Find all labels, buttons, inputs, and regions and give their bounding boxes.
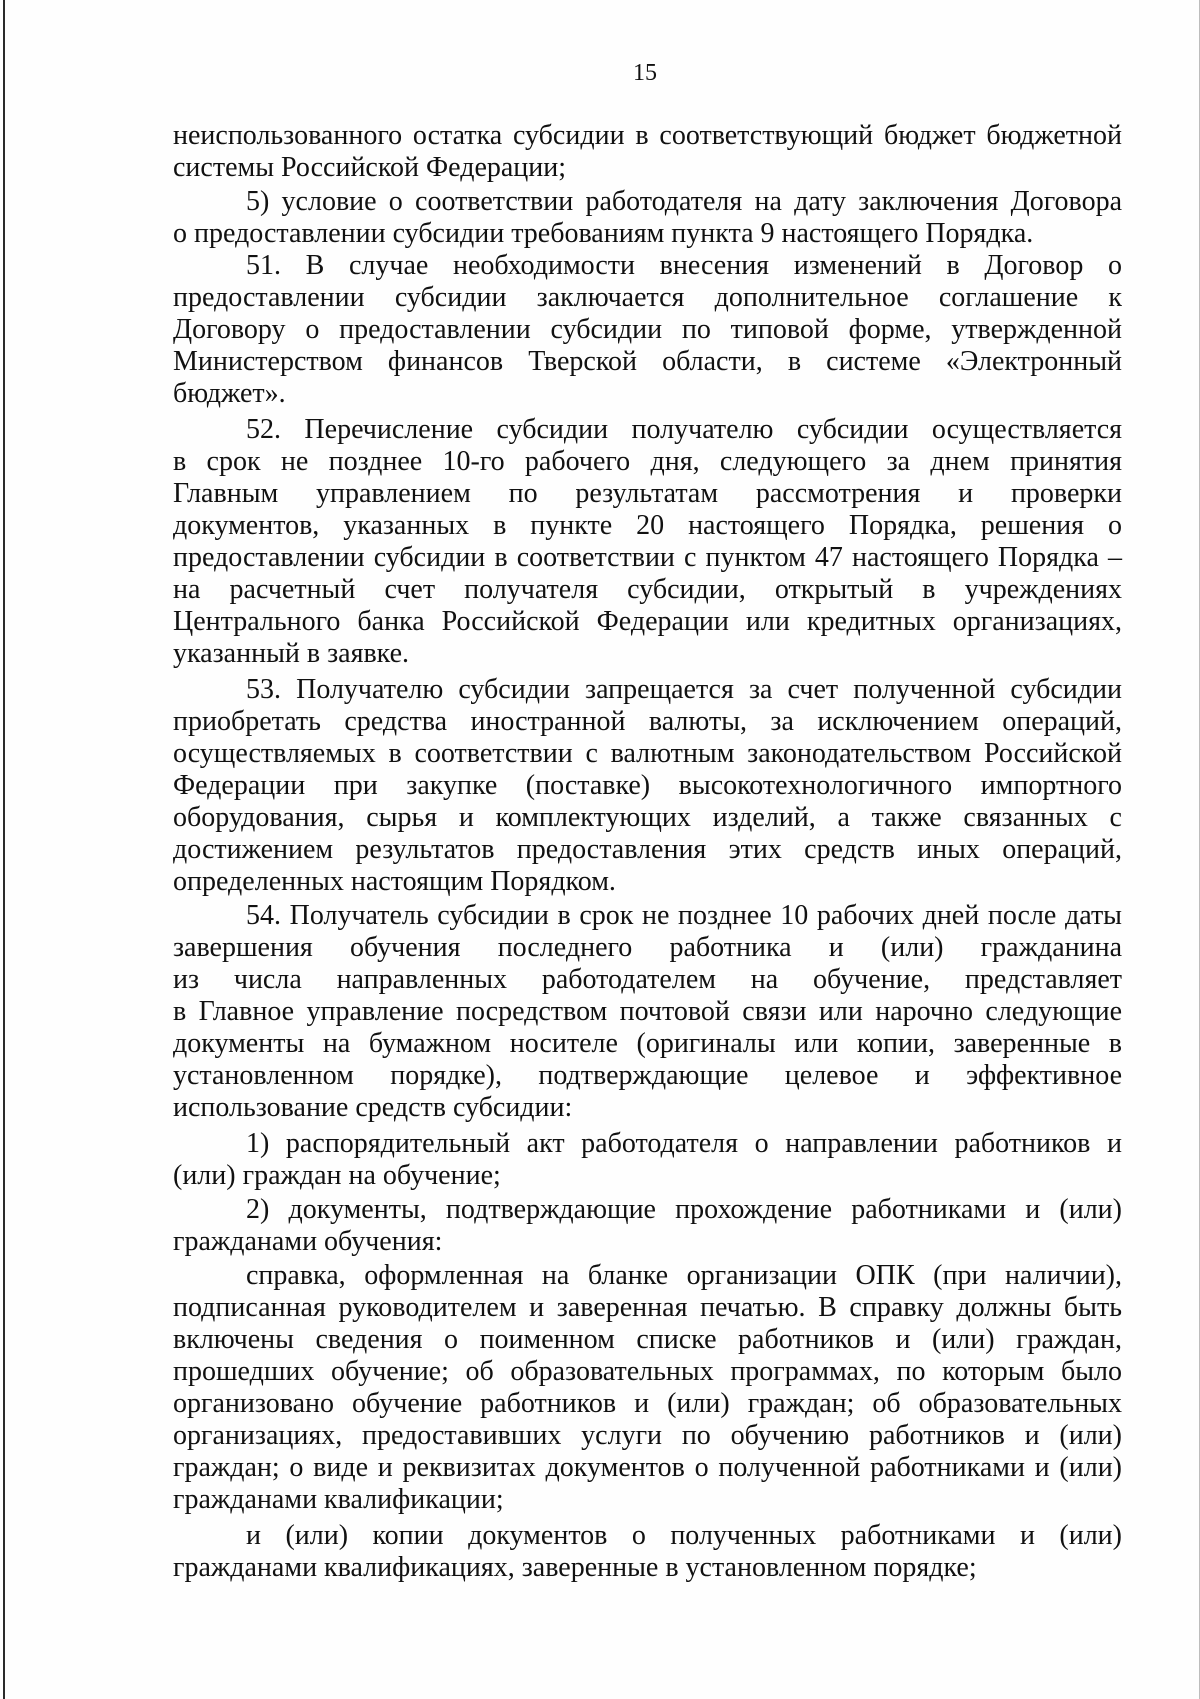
text-line: включены сведения о поименном списке работников и (или) граждан,	[173, 1324, 1122, 1355]
page-number: 15	[633, 60, 657, 86]
text-line: бюджет».	[173, 378, 286, 409]
text-line: Министерством финансов Тверской области, в системе «Электронный	[173, 346, 1122, 377]
text-line: Договору о предоставлении субсидии по типовой форме, утвержденной	[173, 314, 1122, 345]
text-line: и (или) копии документов о полученных работниками и (или)	[246, 1520, 1122, 1551]
text-line: 54. Получатель субсидии в срок не позднее 10 рабочих дней после даты	[246, 900, 1122, 931]
text-line: осуществляемых в соответствии с валютным законодательством Российской	[173, 738, 1122, 769]
text-line: установленном порядке), подтверждающие целевое и эффективное	[173, 1060, 1122, 1091]
text-line: (или) граждан на обучение;	[173, 1160, 501, 1191]
text-line: из числа направленных работодателем на обучение, представляет	[173, 964, 1122, 995]
text-line: справка, оформленная на бланке организации ОПК (при наличии),	[246, 1260, 1122, 1291]
text-line: в срок не позднее 10-го рабочего дня, следующего за днем принятия	[173, 446, 1122, 477]
text-line: Федерации при закупке (поставке) высокотехнологичного импортного	[173, 770, 1122, 801]
text-line: приобретать средства иностранной валюты, за исключением операций,	[173, 706, 1122, 737]
text-line: прошедших обучение; об образовательных программах, по которым было	[173, 1356, 1122, 1387]
text-line: оборудования, сырья и комплектующих изделий, а также связанных с	[173, 802, 1122, 833]
text-line: 51. В случае необходимости внесения изменений в Договор о	[246, 250, 1122, 281]
text-line: гражданами квалификации;	[173, 1484, 504, 1515]
text-line: граждан; о виде и реквизитах документов о полученной работниками и (или)	[173, 1452, 1122, 1483]
text-line: в Главное управление посредством почтовой связи или нарочно следующие	[173, 996, 1122, 1027]
text-line: документы на бумажном носителе (оригиналы или копии, заверенные в	[173, 1028, 1122, 1059]
text-line: 5) условие о соответствии работодателя на дату заключения Договора	[246, 186, 1122, 217]
text-line: Главным управлением по результатам рассмотрения и проверки	[173, 478, 1122, 509]
text-line: 52. Перечисление субсидии получателю субсидии осуществляется	[246, 414, 1122, 445]
text-line: предоставлении субсидии заключается дополнительное соглашение к	[173, 282, 1122, 313]
text-line: гражданами обучения:	[173, 1226, 443, 1257]
text-line: организовано обучение работников и (или) граждан; об образовательных	[173, 1388, 1122, 1419]
text-line: Центрального банка Российской Федерации или кредитных организациях,	[173, 606, 1122, 637]
text-line: достижением результатов предоставления этих средств иных операций,	[173, 834, 1122, 865]
text-line: подписанная руководителем и заверенная печатью. В справку должны быть	[173, 1292, 1122, 1323]
text-line: предоставлении субсидии в соответствии с пунктом 47 настоящего Порядка –	[173, 542, 1122, 573]
text-line: 53. Получателю субсидии запрещается за счет полученной субсидии	[246, 674, 1122, 705]
text-line: использование средств субсидии:	[173, 1092, 573, 1123]
text-line: гражданами квалификациях, заверенные в установленном порядке;	[173, 1552, 977, 1583]
text-line: неиспользованного остатка субсидии в соответствующий бюджет бюджетной	[173, 120, 1122, 151]
text-line: 2) документы, подтверждающие прохождение работниками и (или)	[246, 1194, 1122, 1225]
text-line: завершения обучения последнего работника и (или) гражданина	[173, 932, 1122, 963]
scan-edge-left	[3, 0, 5, 1699]
text-line: о предоставлении субсидии требованиям пункта 9 настоящего Порядка.	[173, 218, 1034, 249]
text-line: указанный в заявке.	[173, 638, 410, 669]
text-line: системы Российской Федерации;	[173, 152, 567, 183]
text-line: документов, указанных в пункте 20 настоящего Порядка, решения о	[173, 510, 1122, 541]
text-line: определенных настоящим Порядком.	[173, 866, 616, 897]
text-line: 1) распорядительный акт работодателя о направлении работников и	[246, 1128, 1122, 1159]
text-line: организациях, предоставивших услуги по обучению работников и (или)	[173, 1420, 1122, 1451]
text-line: на расчетный счет получателя субсидии, открытый в учреждениях	[173, 574, 1122, 605]
